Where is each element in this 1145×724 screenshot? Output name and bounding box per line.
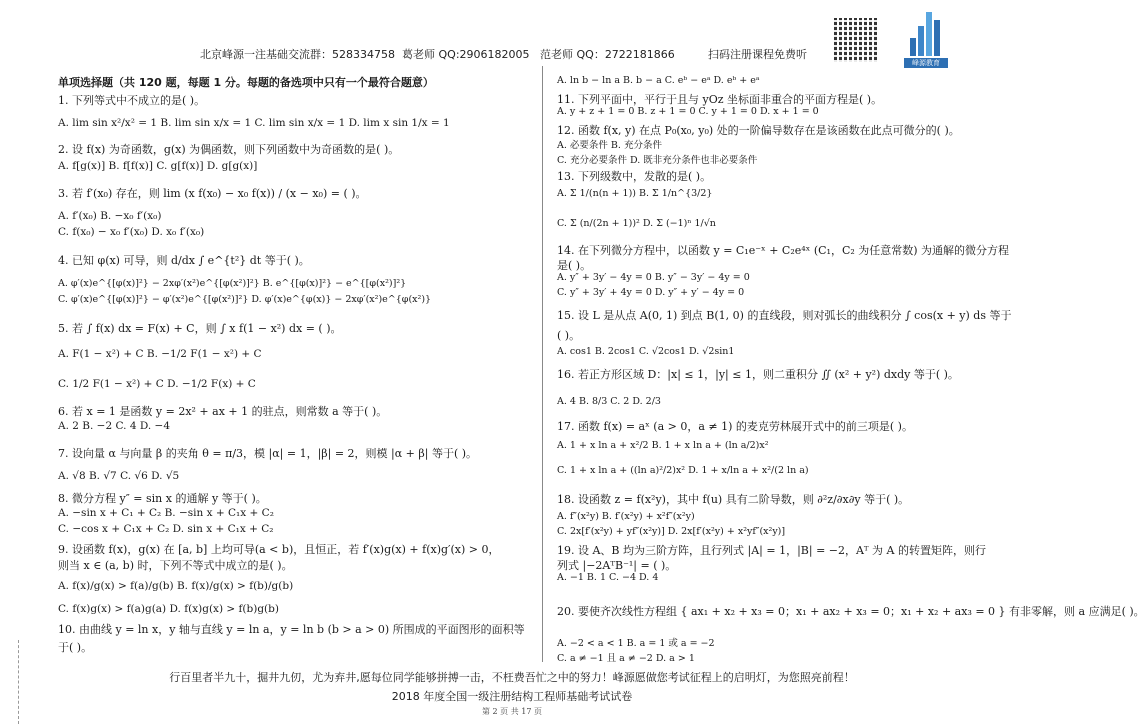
left-line: C. 1/2 F(1 − x²) + C D. −1/2 F(x) + C	[58, 378, 256, 390]
right-line: A. cos1 B. 2cos1 C. √2cos1 D. √2sin1	[557, 346, 735, 357]
right-line: C. 充分必要条件 D. 既非充分条件也非必要条件	[557, 155, 758, 166]
right-line: C. a ≠ −1 且 a ≠ −2 D. a > 1	[557, 653, 695, 664]
right-line: 19. 设 A、B 均为三阶方阵，且行列式 |A| = 1，|B| = −2，Aᵀ 为 A 的转置矩阵，则行	[557, 544, 986, 557]
left-line: 9. 设函数 f(x)，g(x) 在 [a, b] 上均可导(a < b)，且恒正，若 f′(x)g(x) + f(x)g′(x) > 0，	[58, 543, 500, 556]
right-line: A. −1 B. 1 C. −4 D. 4	[557, 572, 659, 583]
left-line: 6. 若 x = 1 是函数 y = 2x² + ax + 1 的驻点，则常数 a 等于( )。	[58, 405, 388, 418]
left-line: A. f[g(x)] B. f[f(x)] C. g[f(x)] D. g[g(x)]	[58, 160, 258, 172]
left-line: 3. 若 f′(x₀) 存在，则 lim (x f(x₀) − x₀ f(x)) / (x − x₀) = ( )。	[58, 187, 367, 200]
header-group: 北京峰源一注基础交流群：528334758	[200, 48, 395, 61]
left-line: A. 2 B. −2 C. 4 D. −4	[58, 420, 171, 432]
right-line: A. 4 B. 8/3 C. 2 D. 2/3	[557, 396, 661, 407]
left-line: A. lim sin x²/x² = 1 B. lim sin x/x = 1 C. lim sin x/x = 1 D. lim x sin 1/x = 1	[58, 117, 450, 129]
left-line: 10. 由曲线 y = ln x，y 轴与直线 y = ln a，y = ln b (b > a > 0) 所围成的平面图形的面积等	[58, 623, 525, 636]
right-line: 18. 设函数 z = f(x²y)，其中 f(u) 具有二阶导数，则 ∂²z/∂x∂y 等于( )。	[557, 493, 910, 506]
right-line: 12. 函数 f(x, y) 在点 P₀(x₀, y₀) 处的一阶偏导数存在是该函数在此点可微分的( )。	[557, 124, 960, 137]
right-line: 13. 下列级数中，发散的是( )。	[557, 170, 712, 183]
right-line: ( )。	[557, 329, 581, 342]
qr-code[interactable]	[834, 18, 878, 62]
left-line: 1. 下列等式中不成立的是( )。	[58, 94, 206, 107]
footer-motto: 行百里者半九十，掘井九仞，尤为弃井,愿每位同学能够拼搏一击，不枉费吾忙之中的努力！峰源愿做您考试征程上的启明灯，为您照亮前程！	[169, 671, 855, 684]
right-line: A. −2 < a < 1 B. a = 1 或 a = −2	[557, 638, 715, 649]
right-line: A. f″(x²y) B. f′(x²y) + x²f″(x²y)	[557, 511, 695, 522]
right-line: A. ln b − ln a B. b − a C. eᵇ − eᵃ D. eᵇ + eᵃ	[557, 75, 760, 86]
brand-logo	[904, 8, 948, 68]
left-line: A. f(x)/g(x) > f(a)/g(b) B. f(x)/g(x) > f(b)/g(b)	[58, 580, 294, 592]
right-line: 列式 |−2AᵀB⁻¹| = ( )。	[557, 559, 677, 572]
left-line: 则当 x ∈ (a, b) 时，下列不等式中成立的是( )。	[58, 559, 293, 572]
right-line: C. Σ (n/(2n + 1))² D. Σ (−1)ⁿ 1/√n	[557, 218, 716, 229]
left-line: 2. 设 f(x) 为奇函数，g(x) 为偶函数，则下列函数中为奇函数的是( )。	[58, 143, 400, 156]
right-line: C. 1 + x ln a + ((ln a)²/2)x² D. 1 + x/ln a + x²/(2 ln a)	[557, 465, 809, 476]
right-line: 16. 若正方形区域 D：|x| ≤ 1，|y| ≤ 1，则二重积分 ∬ (x² + y²) dxdy 等于( )。	[557, 368, 959, 381]
right-line: 11. 下列平面中，平行于且与 yOz 坐标面非重合的平面方程是( )。	[557, 93, 883, 106]
right-line: A. Σ 1/(n(n + 1)) B. Σ 1/n^{3/2}	[557, 188, 713, 199]
left-line: 于( )。	[58, 641, 93, 654]
left-line: C. f(x₀) − x₀ f′(x₀) D. x₀ f′(x₀)	[58, 226, 205, 238]
right-line: 15. 设 L 是从点 A(0, 1) 到点 B(1, 0) 的直线段，则对弧长的曲线积分 ∫ cos(x + y) ds 等于	[557, 309, 1012, 322]
left-line: C. φ′(x)e^{[φ(x)]²} − φ′(x²)e^{[φ(x²)]²} D. φ′(x)e^{φ(x)} − 2xφ′(x²)e^{φ(x²)}	[58, 294, 432, 305]
footer-exam-title: 2018 年度全国一级注册结构工程师基础考试试卷	[391, 690, 633, 703]
right-line: 是( )。	[557, 259, 592, 272]
left-line: A. f′(x₀) B. −x₀ f′(x₀)	[58, 210, 162, 222]
left-line: A. φ′(x)e^{[φ(x)]²} − 2xφ′(x²)e^{[φ(x²)]²} B. e^{[φ(x)]²} − e^{[φ(x²)]²}	[58, 278, 407, 289]
right-line: A. y + z + 1 = 0 B. z + 1 = 0 C. y + 1 = 0 D. x + 1 = 0	[557, 106, 819, 117]
right-line: A. 必要条件 B. 充分条件	[557, 140, 662, 151]
logo-text: 峰源教育	[904, 58, 948, 68]
left-line: 5. 若 ∫ f(x) dx = F(x) + C，则 ∫ x f(1 − x²) dx = ( )。	[58, 322, 342, 335]
header-teacher2: 范老师 QQ：2722181866	[540, 48, 675, 61]
section-title: 单项选择题（共 120 题，每题 1 分。每题的备选项中只有一个最符合题意）	[58, 76, 434, 89]
right-line: C. 2x[f′(x²y) + yf″(x²y)] D. 2x[f′(x²y) + x²yf″(x²y)]	[557, 526, 786, 537]
left-line: 4. 已知 φ(x) 可导，则 d/dx ∫ e^{t²} dt 等于( )。	[58, 254, 310, 267]
binding-line	[18, 640, 20, 724]
left-line: 8. 微分方程 y″ = sin x 的通解 y 等于( )。	[58, 492, 267, 505]
right-line: 17. 函数 f(x) = aˣ (a > 0，a ≠ 1) 的麦克劳林展开式中的前三项是( )。	[557, 420, 913, 433]
left-line: A. F(1 − x²) + C B. −1/2 F(1 − x²) + C	[58, 348, 262, 360]
right-line: C. y″ + 3y′ + 4y = 0 D. y″ + y′ − 4y = 0	[557, 287, 745, 298]
left-line: C. f(x)g(x) > f(a)g(a) D. f(x)g(x) > f(b)g(b)	[58, 603, 279, 615]
right-line: 20. 要使齐次线性方程组 { ax₁ + x₂ + x₃ = 0；x₁ + ax₂ + x₃ = 0；x₁ + x₂ + ax₃ = 0 } 有非零解，则 a 应满足( )。	[557, 605, 1145, 618]
left-line: 7. 设向量 α 与向量 β 的夹角 θ = π/3，模 |α| = 1，|β| = 2，则模 |α + β| 等于( )。	[58, 447, 478, 460]
header-bar	[190, 46, 840, 62]
footer-page-number: 第 2 页 共 17 页	[482, 707, 542, 716]
header-scan: 扫码注册课程免费听	[708, 48, 807, 61]
header-teacher1: 葛老师 QQ:2906182005	[402, 48, 530, 61]
left-line: C. −cos x + C₁x + C₂ D. sin x + C₁x + C₂	[58, 523, 274, 535]
right-line: A. 1 + x ln a + x²/2 B. 1 + x ln a + (ln a/2)x²	[557, 440, 769, 451]
left-line: A. √8 B. √7 C. √6 D. √5	[58, 470, 180, 482]
right-line: 14. 在下列微分方程中，以函数 y = C₁e⁻ˣ + C₂e⁴ˣ (C₁，C₂ 为任意常数) 为通解的微分方程	[557, 244, 1010, 257]
left-line: A. −sin x + C₁ + C₂ B. −sin x + C₁x + C₂	[58, 507, 274, 519]
column-divider	[542, 66, 543, 662]
right-line: A. y″ + 3y′ − 4y = 0 B. y″ − 3y′ − 4y = 0	[557, 272, 750, 283]
